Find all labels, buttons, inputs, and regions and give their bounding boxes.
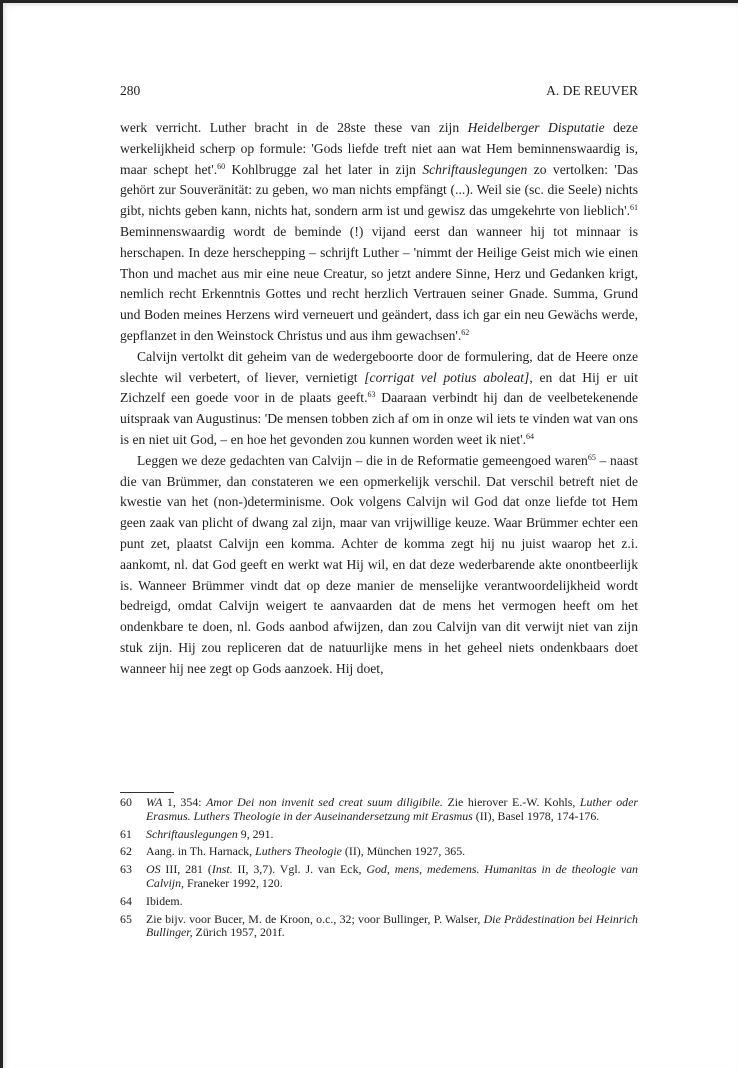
footnote-61 bbox=[120, 828, 638, 842]
footnote-rule bbox=[120, 792, 174, 793]
page-header bbox=[120, 83, 638, 99]
italic-quote: [corrigat vel potius aboleat] bbox=[364, 369, 530, 385]
footnote-number: 65 bbox=[120, 911, 132, 926]
italic: Die Prädestination bei Heinrich Bullinger, bbox=[146, 911, 638, 940]
italic: Schriftauslegungen bbox=[146, 826, 238, 841]
page-number: 280 bbox=[120, 83, 141, 98]
text: II, 3,7). Vgl. J. van Eck, bbox=[232, 862, 367, 877]
footnote-text bbox=[146, 845, 638, 859]
footnote-ref: 60 bbox=[217, 161, 226, 171]
footnote-number: 62 bbox=[120, 844, 132, 859]
italic: Luthers Theologie bbox=[255, 844, 342, 859]
footnote-text bbox=[146, 828, 638, 842]
footnote-60 bbox=[120, 796, 638, 824]
text: Ibidem. bbox=[146, 893, 183, 908]
text: Kohlbrugge zal het later in zijn bbox=[225, 161, 423, 177]
footnote-text bbox=[146, 863, 638, 891]
text: Franeker 1992, 120. bbox=[183, 875, 283, 890]
italic: God, mens, medemens. Humanitas in de theologie van Calvijn, bbox=[146, 862, 638, 890]
running-head: A. DE REUVER bbox=[546, 83, 638, 98]
text: werk verricht. Luther bracht in de 28ste these van zijn bbox=[120, 120, 468, 135]
footnote-number: 61 bbox=[120, 826, 132, 841]
text: – naast die van Brümmer, dan constateren we een opmerkelijk verschil. Dat verschil betreft niet de kwestie van het (non-)determinisme. Ook volgens Calvijn wil God dat onze liefde tot Hem geen zaak van plicht of dwang zal zijn, maar van vrijwillige keuze. Waar Brümmer echter een punt zet, plaatst Calvijn een komma. Achter de komma zegt hij nu juist waarop het z.i. aankomt, nl. dat God geeft en werkt wat Hij wil, en dat deze wederbarende akte onontbeerlijk is. Wanneer Brümmer vindt dat op deze manier de menselijke verantwoordelijkheid wordt bedreigd, omdat Calvijn weigert te aanvaarden dat de mens het vermogen heeft om het ondenkbare te doen, nl. Gods aanbod afwijzen, dan zou Calvijn van dit verwijt niet van zijn stuk zijn. Hij zou repliceren dat de natuurlijke mens in het geheel niets ondenkbaars doet wanneer hij nee zegt op Gods aanzoek. Hij doet, bbox=[120, 452, 638, 676]
footnote-text bbox=[146, 796, 638, 824]
text: Aang. in Th. Harnack, bbox=[146, 844, 256, 859]
text: III, 281 ( bbox=[160, 862, 212, 877]
footnote-number: 64 bbox=[120, 893, 132, 908]
footnote-63 bbox=[120, 863, 638, 891]
text: , en dat Hij er uit Zichzelf een goede voor in de plaats geeft. bbox=[120, 369, 638, 406]
text: Zürich 1957, 201f. bbox=[192, 925, 285, 940]
footnote-65 bbox=[120, 913, 638, 941]
text: deze werkelijkheid scherp op formule: 'Gods liefde treft niet aan wat Hem beminnenswaardig is, maar schept het'. bbox=[120, 120, 638, 177]
italic: Inst. bbox=[211, 862, 233, 877]
italic-title: Heidelberger Disputatie bbox=[467, 120, 605, 135]
footnote-ref: 62 bbox=[461, 327, 470, 337]
footnote-text bbox=[146, 895, 638, 909]
paragraph-1 bbox=[120, 118, 638, 347]
text: 9, 291. bbox=[237, 826, 274, 841]
text: Zie hierover E.-W. Kohls, bbox=[442, 795, 580, 809]
italic: Luther oder Erasmus. Luthers Theologie in der Auseinandersetzung mit Erasmus bbox=[146, 795, 638, 823]
footnote-number: 60 bbox=[120, 795, 132, 809]
footnote-ref: 64 bbox=[526, 431, 535, 441]
footnote-ref: 61 bbox=[630, 203, 638, 213]
paragraph-3 bbox=[120, 451, 638, 680]
italic: WA bbox=[146, 795, 163, 809]
paragraph-2 bbox=[120, 347, 638, 451]
text: Calvijn vertolkt dit geheim van de wedergeboorte door de formulering, dat de Heere onze slechte wil verbetert, of liever, vernietigt bbox=[120, 348, 638, 385]
text: Daaraan verbindt hij dan de veelbetekenende uitspraak van Augustinus: 'De mensen tobben zich af om in onze wil iets te vinden wat van ons is en niet uit God, – en hoe het gevonden zou kunnen worden weet ik niet'. bbox=[120, 390, 638, 447]
text: Leggen we deze gedachten van Calvijn – die in de Reformatie gemeengoed waren bbox=[137, 452, 588, 468]
text: Beminnenswaardig wordt de beminde (!) vijand eerst dan wanneer hij tot minnaar is herschapen. In deze herschepping – schrijft Luther – 'nimmt der Heilige Geist mich wie einen Thon und machet aus mir eine neue Creatur, so jetzt andere Sinne, Herz und Gedanken krigt, nemlich recht Erkenntnis Gottes und recht herzlich Vertrauen seiner Gnade. Summa, Grund und Boden meines Herzens wird verneuert und geändert, dass ich gar ein neu Gewächs werde, gepflanzet in den Weinstock Christus und aus ihm gewachsen'. bbox=[120, 223, 638, 343]
text: (II), Basel 1978, 174-176. bbox=[472, 808, 600, 823]
footnotes bbox=[120, 796, 638, 944]
italic: OS bbox=[146, 862, 161, 877]
footnote-number: 63 bbox=[120, 862, 132, 877]
text: 1, 354: bbox=[162, 795, 207, 809]
italic-title: Schriftauslegungen bbox=[422, 161, 528, 177]
footnote-ref: 63 bbox=[367, 390, 376, 400]
body-text bbox=[120, 118, 638, 680]
footnote-text bbox=[146, 913, 638, 941]
italic: Amor Dei non invenit sed creat suum diligibile. bbox=[206, 795, 443, 809]
footnote-ref: 65 bbox=[587, 452, 596, 462]
footnote-62 bbox=[120, 845, 638, 859]
text: (II), München 1927, 365. bbox=[341, 844, 466, 859]
text: zo vertolken: 'Das gehört zur Souveränität: zu geben, wo man nichts empfängt (...). Weil sie (sc. die Seele) nichts gibt, nichts geben kann, nichts hat, sondern arm ist und gewisz das umgekehrte von lieblich'. bbox=[120, 161, 638, 219]
footnote-64 bbox=[120, 895, 638, 909]
text: Zie bijv. voor Bucer, M. de Kroon, o.c., 32; voor Bullinger, P. Walser, bbox=[146, 911, 484, 926]
